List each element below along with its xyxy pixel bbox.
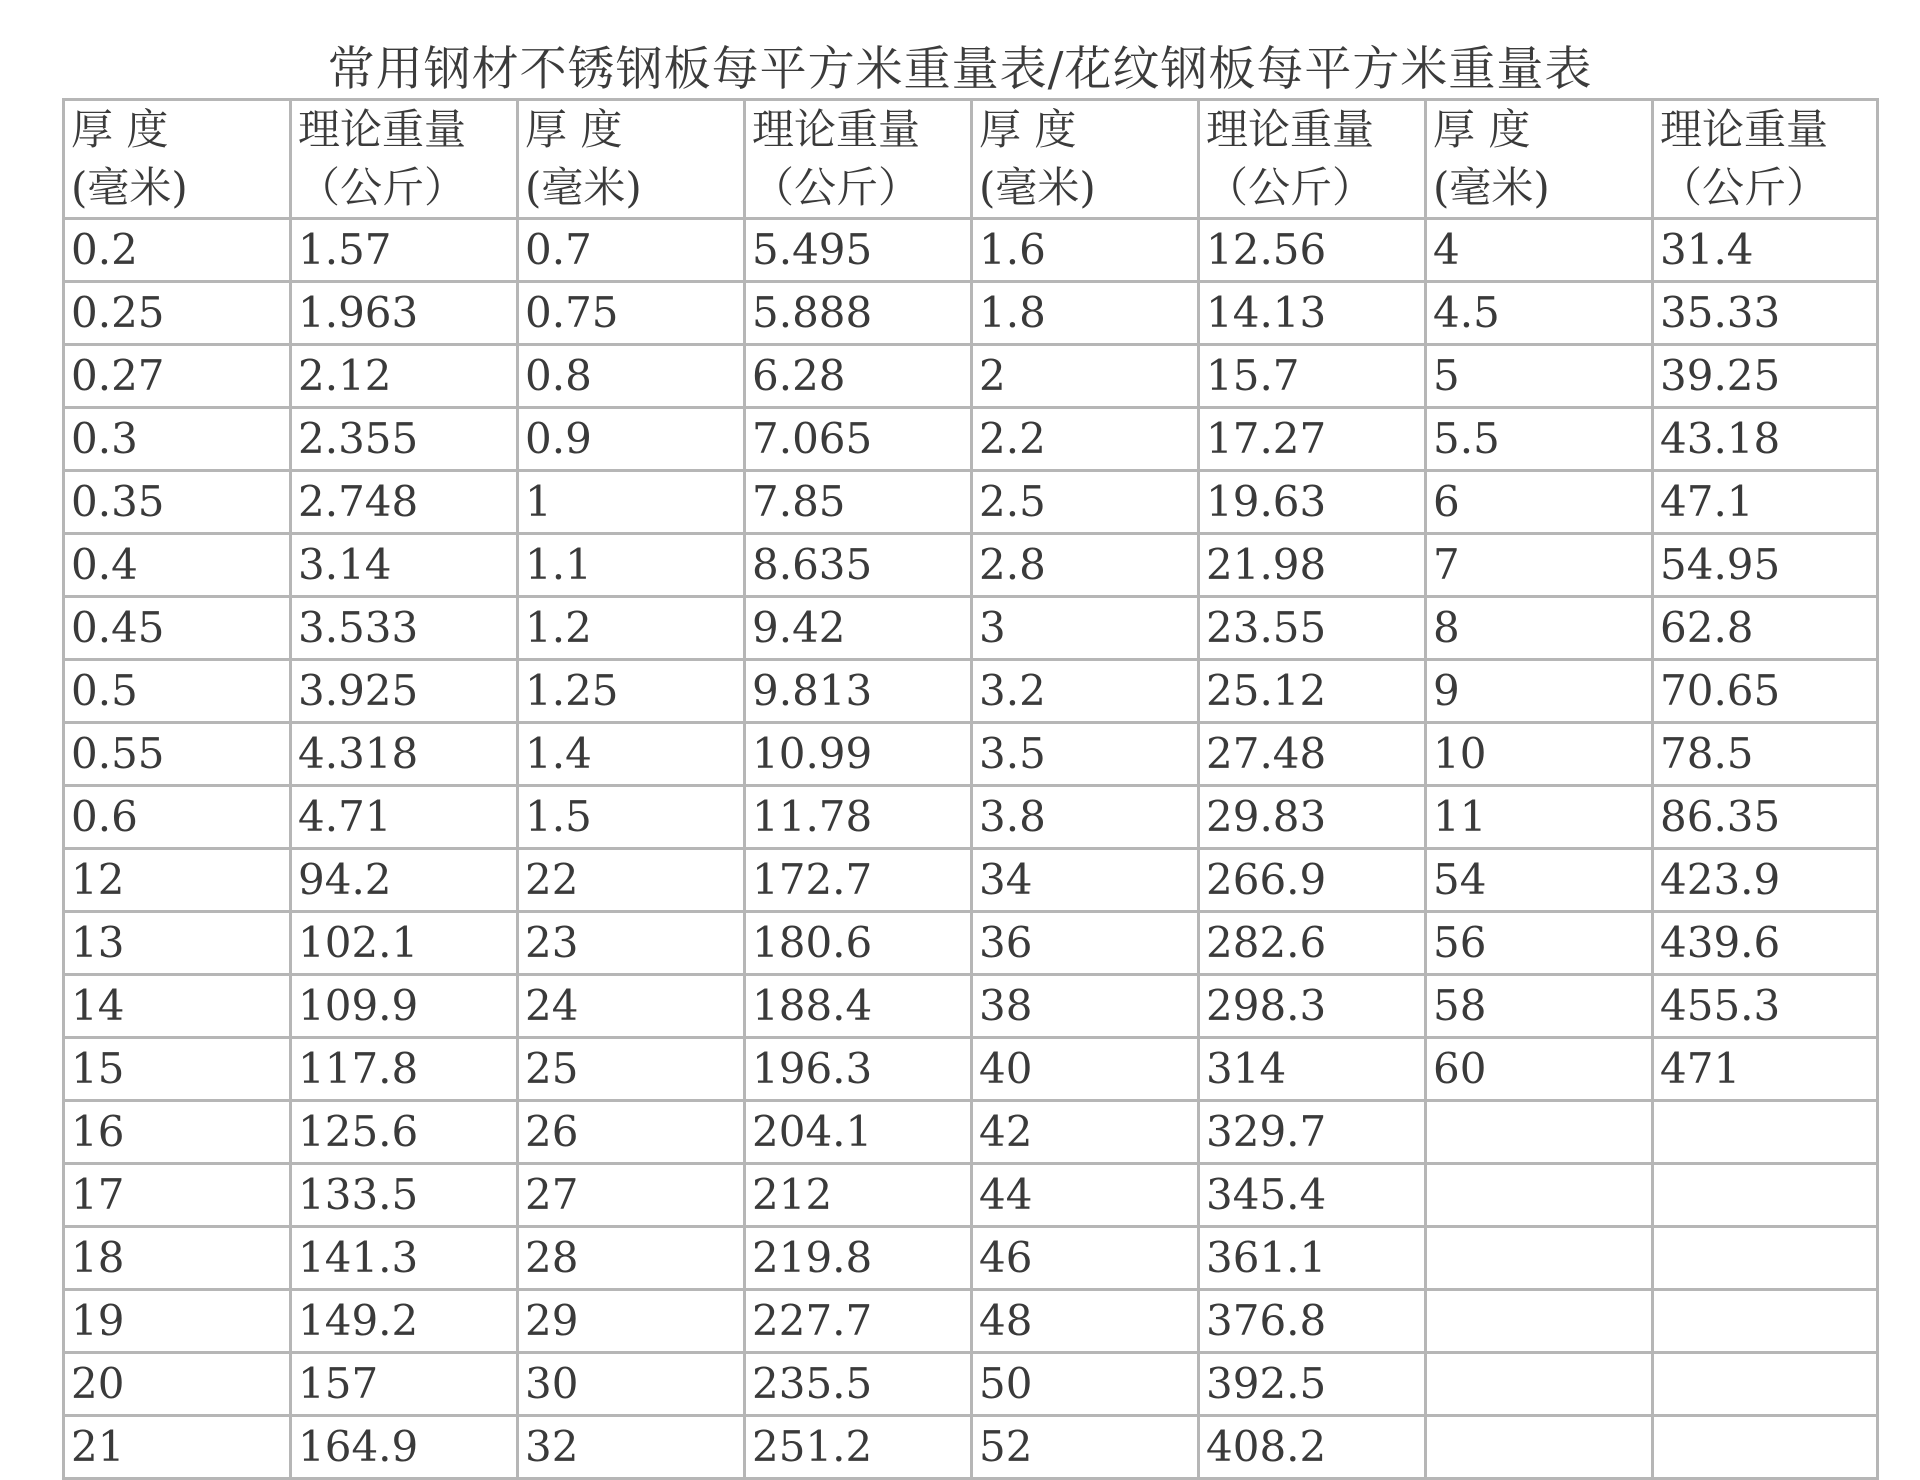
table-row	[64, 471, 1878, 534]
header-cell	[518, 100, 745, 219]
thickness-cell: 4	[1426, 219, 1653, 282]
thickness-cell: 40	[972, 1038, 1199, 1101]
weight-cell: 157	[291, 1353, 518, 1416]
weight-cell: 149.2	[291, 1290, 518, 1353]
table-row	[64, 1290, 1878, 1353]
header-cell	[1199, 100, 1426, 219]
thickness-cell: 2.5	[972, 471, 1199, 534]
header-unit: (毫米)	[979, 163, 1096, 212]
weight-cell: 78.5	[1653, 723, 1878, 786]
thickness-cell: 0.9	[518, 408, 745, 471]
weight-cell: 329.7	[1199, 1101, 1426, 1164]
thickness-cell	[1426, 1101, 1653, 1164]
header-cell	[1426, 100, 1653, 219]
thickness-cell: 16	[64, 1101, 291, 1164]
thickness-cell	[1426, 1416, 1653, 1479]
weight-cell: 196.3	[745, 1038, 972, 1101]
header-unit: （公斤）	[1660, 163, 1829, 212]
weight-cell: 1.57	[291, 219, 518, 282]
thickness-cell: 0.35	[64, 471, 291, 534]
weight-cell: 39.25	[1653, 345, 1878, 408]
table-row	[64, 1164, 1878, 1227]
weight-cell: 125.6	[291, 1101, 518, 1164]
weight-cell: 5.888	[745, 282, 972, 345]
header-line: 理论重量	[298, 105, 467, 154]
thickness-cell	[1426, 1164, 1653, 1227]
weight-cell: 204.1	[745, 1101, 972, 1164]
weight-cell: 361.1	[1199, 1227, 1426, 1290]
weight-cell: 4.71	[291, 786, 518, 849]
weight-cell	[1653, 1290, 1878, 1353]
thickness-cell	[1426, 1353, 1653, 1416]
weight-cell: 2.355	[291, 408, 518, 471]
weight-cell: 9.42	[745, 597, 972, 660]
weight-cell: 35.33	[1653, 282, 1878, 345]
header-unit: (毫米)	[71, 163, 188, 212]
weight-cell: 15.7	[1199, 345, 1426, 408]
thickness-cell	[1426, 1290, 1653, 1353]
table-row	[64, 1227, 1878, 1290]
thickness-cell: 3	[972, 597, 1199, 660]
header-unit: （公斤）	[1206, 163, 1375, 212]
weight-cell: 27.48	[1199, 723, 1426, 786]
thickness-cell: 2	[972, 345, 1199, 408]
weight-cell: 21.98	[1199, 534, 1426, 597]
weight-cell: 392.5	[1199, 1353, 1426, 1416]
header-line: 理论重量	[1660, 105, 1829, 154]
weight-cell: 408.2	[1199, 1416, 1426, 1479]
weight-cell: 9.813	[745, 660, 972, 723]
table-row	[64, 1101, 1878, 1164]
thickness-cell: 13	[64, 912, 291, 975]
weight-cell: 12.56	[1199, 219, 1426, 282]
weight-cell: 314	[1199, 1038, 1426, 1101]
weight-cell: 1.963	[291, 282, 518, 345]
table-row	[64, 660, 1878, 723]
thickness-cell: 42	[972, 1101, 1199, 1164]
weight-table	[62, 98, 1879, 1480]
weight-cell: 29.83	[1199, 786, 1426, 849]
weight-cell: 3.925	[291, 660, 518, 723]
thickness-cell: 56	[1426, 912, 1653, 975]
weight-cell: 251.2	[745, 1416, 972, 1479]
header-line: 厚 度	[979, 105, 1077, 154]
thickness-cell: 34	[972, 849, 1199, 912]
weight-cell: 10.99	[745, 723, 972, 786]
header-line: 厚 度	[1433, 105, 1531, 154]
table-row	[64, 1416, 1878, 1479]
weight-cell: 94.2	[291, 849, 518, 912]
weight-cell: 180.6	[745, 912, 972, 975]
weight-cell: 227.7	[745, 1290, 972, 1353]
header-cell	[972, 100, 1199, 219]
weight-cell	[1653, 1101, 1878, 1164]
weight-cell: 102.1	[291, 912, 518, 975]
thickness-cell	[1426, 1227, 1653, 1290]
thickness-cell: 29	[518, 1290, 745, 1353]
weight-cell: 109.9	[291, 975, 518, 1038]
header-unit: （公斤）	[298, 163, 467, 212]
thickness-cell: 0.6	[64, 786, 291, 849]
weight-cell: 235.5	[745, 1353, 972, 1416]
header-line: 厚 度	[525, 105, 623, 154]
weight-cell: 8.635	[745, 534, 972, 597]
weight-cell: 376.8	[1199, 1290, 1426, 1353]
weight-cell: 2.12	[291, 345, 518, 408]
table-row	[64, 345, 1878, 408]
thickness-cell: 20	[64, 1353, 291, 1416]
weight-cell: 86.35	[1653, 786, 1878, 849]
weight-cell: 141.3	[291, 1227, 518, 1290]
thickness-cell: 24	[518, 975, 745, 1038]
thickness-cell: 8	[1426, 597, 1653, 660]
header-line: 理论重量	[752, 105, 921, 154]
weight-cell: 164.9	[291, 1416, 518, 1479]
thickness-cell: 3.8	[972, 786, 1199, 849]
weight-cell	[1653, 1353, 1878, 1416]
thickness-cell: 0.4	[64, 534, 291, 597]
weight-cell	[1653, 1164, 1878, 1227]
thickness-cell: 21	[64, 1416, 291, 1479]
thickness-cell: 3.5	[972, 723, 1199, 786]
weight-cell: 4.318	[291, 723, 518, 786]
thickness-cell: 0.27	[64, 345, 291, 408]
thickness-cell: 0.7	[518, 219, 745, 282]
weight-cell: 14.13	[1199, 282, 1426, 345]
weight-cell: 266.9	[1199, 849, 1426, 912]
thickness-cell: 5	[1426, 345, 1653, 408]
weight-cell: 219.8	[745, 1227, 972, 1290]
thickness-cell: 25	[518, 1038, 745, 1101]
thickness-cell: 1.6	[972, 219, 1199, 282]
table-row	[64, 786, 1878, 849]
weight-cell	[1653, 1416, 1878, 1479]
thickness-cell: 0.55	[64, 723, 291, 786]
thickness-cell: 58	[1426, 975, 1653, 1038]
thickness-cell: 2.8	[972, 534, 1199, 597]
weight-cell: 11.78	[745, 786, 972, 849]
weight-cell: 172.7	[745, 849, 972, 912]
thickness-cell: 36	[972, 912, 1199, 975]
thickness-cell: 0.3	[64, 408, 291, 471]
weight-cell: 117.8	[291, 1038, 518, 1101]
table-row	[64, 534, 1878, 597]
weight-cell: 282.6	[1199, 912, 1426, 975]
weight-cell: 212	[745, 1164, 972, 1227]
thickness-cell: 0.45	[64, 597, 291, 660]
weight-cell: 70.65	[1653, 660, 1878, 723]
thickness-cell: 10	[1426, 723, 1653, 786]
thickness-cell: 1.5	[518, 786, 745, 849]
thickness-cell: 30	[518, 1353, 745, 1416]
thickness-cell: 54	[1426, 849, 1653, 912]
weight-cell: 3.533	[291, 597, 518, 660]
thickness-cell: 22	[518, 849, 745, 912]
thickness-cell: 0.2	[64, 219, 291, 282]
weight-cell: 47.1	[1653, 471, 1878, 534]
header-unit: (毫米)	[525, 163, 642, 212]
weight-cell: 31.4	[1653, 219, 1878, 282]
weight-cell: 62.8	[1653, 597, 1878, 660]
page-title: 常用钢材不锈钢板每平方米重量表/花纹钢板每平方米重量表	[327, 42, 1593, 97]
thickness-cell: 28	[518, 1227, 745, 1290]
header-cell	[1653, 100, 1878, 219]
thickness-cell: 48	[972, 1290, 1199, 1353]
table-row	[64, 1038, 1878, 1101]
weight-cell: 133.5	[291, 1164, 518, 1227]
thickness-cell: 0.8	[518, 345, 745, 408]
weight-cell: 298.3	[1199, 975, 1426, 1038]
thickness-cell: 12	[64, 849, 291, 912]
table-row	[64, 219, 1878, 282]
header-row	[64, 100, 1878, 219]
weight-cell: 2.748	[291, 471, 518, 534]
weight-cell: 7.85	[745, 471, 972, 534]
weight-cell: 455.3	[1653, 975, 1878, 1038]
thickness-cell: 14	[64, 975, 291, 1038]
table-row	[64, 849, 1878, 912]
thickness-cell: 60	[1426, 1038, 1653, 1101]
thickness-cell: 1.4	[518, 723, 745, 786]
thickness-cell: 46	[972, 1227, 1199, 1290]
weight-table-body	[64, 100, 1878, 1479]
weight-cell: 7.065	[745, 408, 972, 471]
thickness-cell: 50	[972, 1353, 1199, 1416]
weight-cell: 6.28	[745, 345, 972, 408]
header-line: 理论重量	[1206, 105, 1375, 154]
thickness-cell: 52	[972, 1416, 1199, 1479]
thickness-cell: 17	[64, 1164, 291, 1227]
header-line: 厚 度	[71, 105, 169, 154]
thickness-cell: 18	[64, 1227, 291, 1290]
header-cell	[64, 100, 291, 219]
thickness-cell: 5.5	[1426, 408, 1653, 471]
weight-cell: 345.4	[1199, 1164, 1426, 1227]
table-row	[64, 912, 1878, 975]
weight-cell: 188.4	[745, 975, 972, 1038]
table-row	[64, 282, 1878, 345]
thickness-cell: 6	[1426, 471, 1653, 534]
table-row	[64, 975, 1878, 1038]
weight-cell: 19.63	[1199, 471, 1426, 534]
thickness-cell: 7	[1426, 534, 1653, 597]
table-row	[64, 1353, 1878, 1416]
header-cell	[745, 100, 972, 219]
table-row	[64, 723, 1878, 786]
weight-cell: 5.495	[745, 219, 972, 282]
weight-cell: 23.55	[1199, 597, 1426, 660]
thickness-cell: 4.5	[1426, 282, 1653, 345]
thickness-cell: 0.5	[64, 660, 291, 723]
header-cell	[291, 100, 518, 219]
table-row	[64, 408, 1878, 471]
thickness-cell: 1.25	[518, 660, 745, 723]
thickness-cell: 0.75	[518, 282, 745, 345]
weight-cell: 17.27	[1199, 408, 1426, 471]
thickness-cell: 1.8	[972, 282, 1199, 345]
thickness-cell: 15	[64, 1038, 291, 1101]
thickness-cell: 3.2	[972, 660, 1199, 723]
table-row	[64, 597, 1878, 660]
weight-cell: 471	[1653, 1038, 1878, 1101]
thickness-cell: 44	[972, 1164, 1199, 1227]
thickness-cell: 1	[518, 471, 745, 534]
weight-cell: 3.14	[291, 534, 518, 597]
header-unit: (毫米)	[1433, 163, 1550, 212]
thickness-cell: 19	[64, 1290, 291, 1353]
weight-cell: 423.9	[1653, 849, 1878, 912]
weight-cell	[1653, 1227, 1878, 1290]
thickness-cell: 26	[518, 1101, 745, 1164]
weight-cell: 43.18	[1653, 408, 1878, 471]
thickness-cell: 23	[518, 912, 745, 975]
thickness-cell: 1.1	[518, 534, 745, 597]
thickness-cell: 11	[1426, 786, 1653, 849]
thickness-cell: 1.2	[518, 597, 745, 660]
header-unit: （公斤）	[752, 163, 921, 212]
weight-cell: 439.6	[1653, 912, 1878, 975]
thickness-cell: 27	[518, 1164, 745, 1227]
thickness-cell: 2.2	[972, 408, 1199, 471]
thickness-cell: 32	[518, 1416, 745, 1479]
thickness-cell: 38	[972, 975, 1199, 1038]
weight-cell: 25.12	[1199, 660, 1426, 723]
thickness-cell: 0.25	[64, 282, 291, 345]
weight-cell: 54.95	[1653, 534, 1878, 597]
thickness-cell: 9	[1426, 660, 1653, 723]
